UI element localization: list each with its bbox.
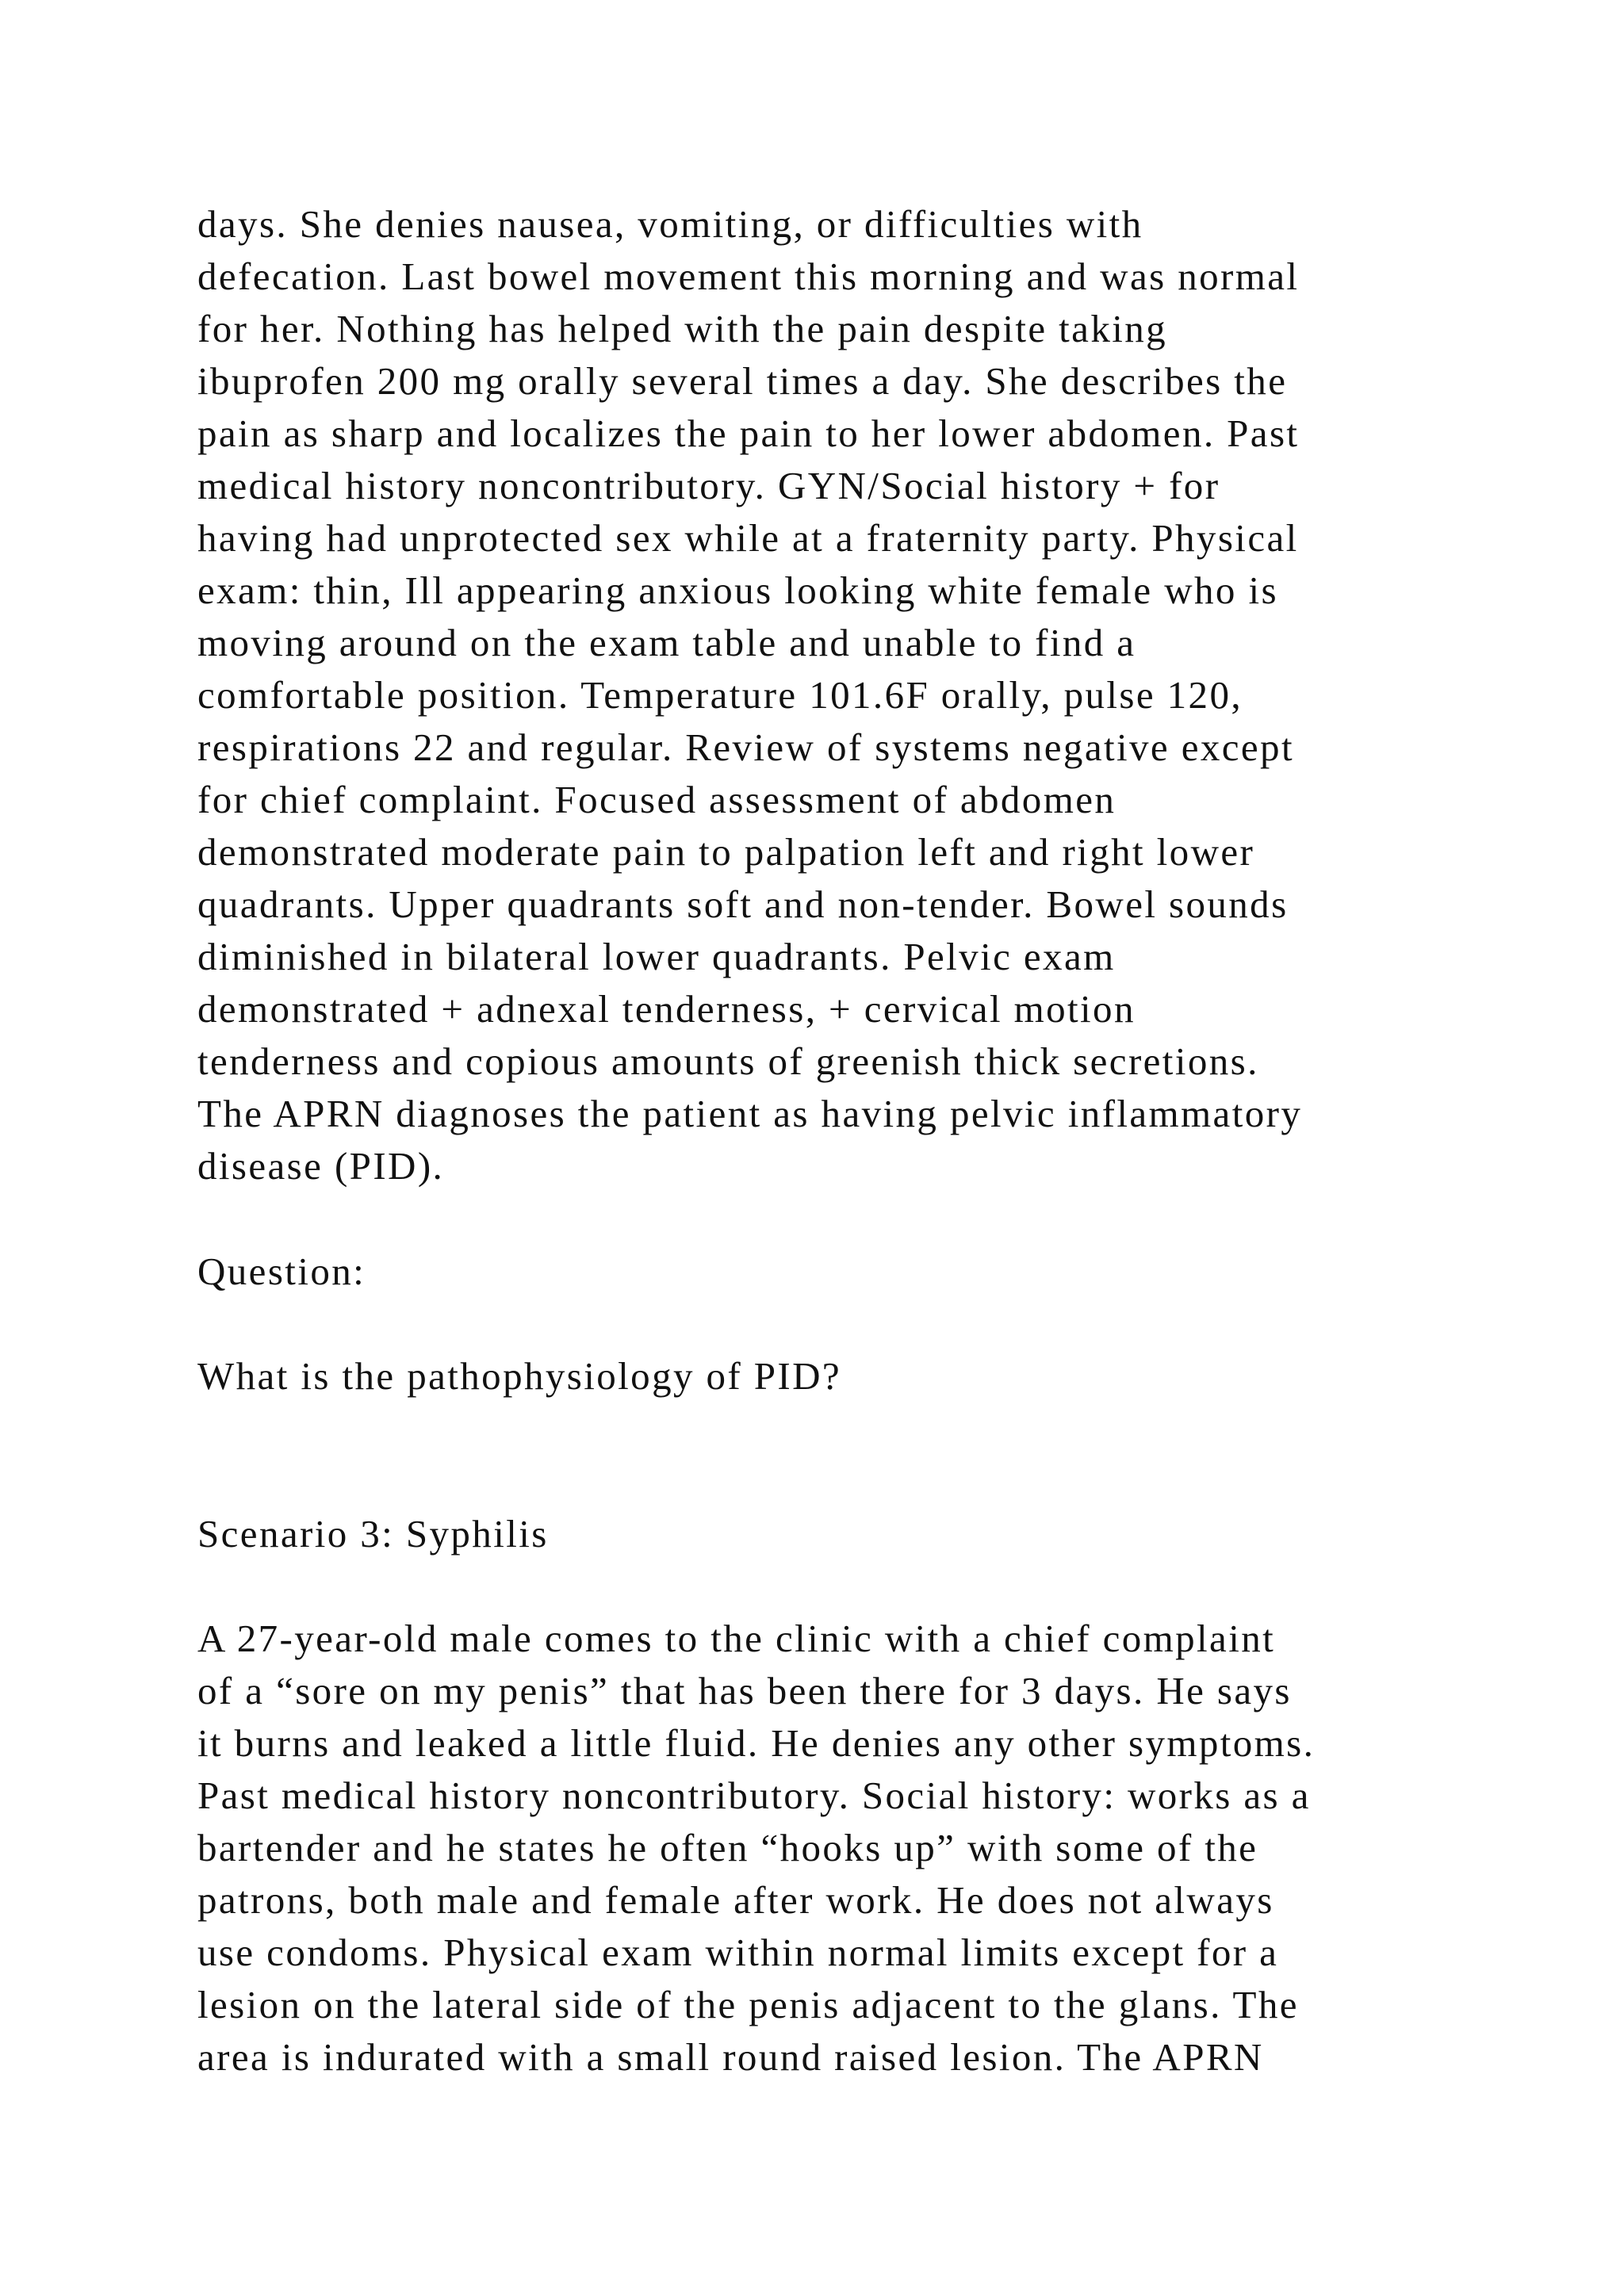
paragraph-line: disease (PID).: [197, 1144, 445, 1188]
paragraph-line: moving around on the exam table and unable to find a: [197, 621, 1136, 664]
question-label-text: Question:: [197, 1249, 366, 1293]
paragraph-line: respirations 22 and regular. Review of systems negative except: [197, 725, 1294, 769]
paragraph-line: patrons, both male and female after work. He does not always: [197, 1878, 1274, 1922]
paragraph-line: having had unprotected sex while at a fraternity party. Physical: [197, 516, 1299, 560]
paragraph-line: it burns and leaked a little fluid. He denies any other symptoms.: [197, 1721, 1316, 1765]
paragraph-line: A 27-year-old male comes to the clinic with a chief complaint: [197, 1617, 1276, 1660]
paragraph-line: Past medical history noncontributory. Social history: works as a: [197, 1774, 1311, 1817]
question-label: [197, 1246, 366, 1298]
paragraph-line: for her. Nothing has helped with the pain despite taking: [197, 307, 1168, 350]
paragraph-line: ibuprofen 200 mg orally several times a day. She describes the: [197, 359, 1288, 403]
question-text: [197, 1350, 841, 1402]
paragraph-line: days. She denies nausea, vomiting, or difficulties with: [197, 202, 1143, 246]
paragraph-line: of a “sore on my penis” that has been there for 3 days. He says: [197, 1669, 1292, 1712]
paragraph-line: use condoms. Physical exam within normal limits except for a: [197, 1931, 1279, 1974]
paragraph-line: bartender and he states he often “hooks up” with some of the: [197, 1826, 1258, 1869]
paragraph-line: area is indurated with a small round raised lesion. The APRN: [197, 2035, 1264, 2079]
scenario-heading: [197, 1508, 549, 1560]
paragraph-line: demonstrated + adnexal tenderness, + cervical motion: [197, 987, 1136, 1031]
pid-case-paragraph: [197, 198, 1302, 1192]
paragraph-line: for chief complaint. Focused assessment of abdomen: [197, 778, 1116, 821]
paragraph-line: pain as sharp and localizes the pain to her lower abdomen. Past: [197, 411, 1300, 455]
paragraph-line: exam: thin, Ill appearing anxious looking white female who is: [197, 568, 1278, 612]
syphilis-case-paragraph: [197, 1613, 1315, 2084]
paragraph-line: defecation. Last bowel movement this morning and was normal: [197, 254, 1300, 298]
paragraph-line: The APRN diagnoses the patient as having pelvic inflammatory: [197, 1092, 1303, 1135]
paragraph-line: medical history noncontributory. GYN/Social history + for: [197, 464, 1220, 507]
paragraph-line: quadrants. Upper quadrants soft and non-tender. Bowel sounds: [197, 882, 1289, 926]
question-text-line: What is the pathophysiology of PID?: [197, 1354, 842, 1398]
paragraph-line: demonstrated moderate pain to palpation left and right lower: [197, 830, 1255, 874]
paragraph-line: comfortable position. Temperature 101.6F orally, pulse 120,: [197, 673, 1243, 717]
paragraph-line: diminished in bilateral lower quadrants. Pelvic exam: [197, 935, 1116, 978]
paragraph-line: tenderness and copious amounts of greenish thick secretions.: [197, 1039, 1259, 1083]
scenario-heading-text: Scenario 3: Syphilis: [197, 1512, 549, 1556]
paragraph-line: lesion on the lateral side of the penis adjacent to the glans. The: [197, 1983, 1299, 2026]
